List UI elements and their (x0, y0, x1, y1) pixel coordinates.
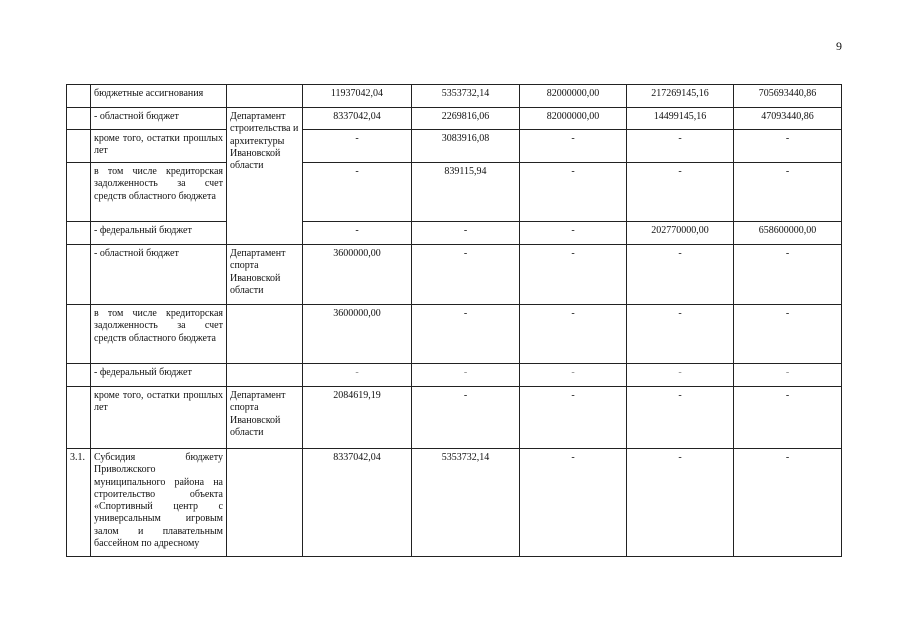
value-cell: 5353732,14 (412, 85, 520, 108)
row-label: - федеральный бюджет (91, 222, 227, 245)
value-cell: 5353732,14 (412, 449, 520, 557)
row-label: - областной бюджет (91, 108, 227, 130)
value-cell: - (734, 387, 842, 449)
value-cell: 82000000,00 (520, 85, 627, 108)
row-label: бюджетные ассигнования (91, 85, 227, 108)
value-cell: - (734, 364, 842, 387)
value-cell: - (734, 449, 842, 557)
value-cell: - (520, 387, 627, 449)
table-row (67, 222, 842, 245)
table-row (67, 364, 842, 387)
value-cell: - (734, 245, 842, 305)
value-cell: 217269145,16 (627, 85, 734, 108)
department-cell (227, 364, 303, 387)
value-cell: 3600000,00 (303, 245, 412, 305)
value-cell: 2269816,06 (412, 108, 520, 130)
value-cell: - (520, 449, 627, 557)
row-index (67, 245, 91, 305)
value-cell: - (520, 245, 627, 305)
table-row (67, 130, 842, 163)
value-cell: - (303, 130, 412, 163)
row-index (67, 222, 91, 245)
value-cell: 839115,94 (412, 163, 520, 222)
value-cell: - (412, 364, 520, 387)
department-cell: Департамент строительства и архитектуры Ивановской области (227, 108, 303, 245)
value-cell: - (412, 222, 520, 245)
value-cell: - (734, 130, 842, 163)
row-index (67, 85, 91, 108)
value-cell: - (627, 130, 734, 163)
value-cell: - (303, 163, 412, 222)
row-index (67, 364, 91, 387)
value-cell: - (627, 449, 734, 557)
value-cell: 705693440,86 (734, 85, 842, 108)
value-cell: 14499145,16 (627, 108, 734, 130)
page-number: 9 (836, 39, 842, 53)
row-index (67, 163, 91, 222)
department-cell (227, 85, 303, 108)
row-label: в том числе кредиторская задолженность за счет средств областного бюджета (91, 163, 227, 222)
value-cell: - (303, 222, 412, 245)
budget-table (66, 84, 842, 557)
value-cell: 11937042,04 (303, 85, 412, 108)
table-row (67, 305, 842, 364)
table-row (67, 85, 842, 108)
row-label: в том числе кредиторская задолженность за счет средств областного бюджета (91, 305, 227, 364)
table-row (67, 108, 842, 130)
value-cell: 8337042,04 (303, 108, 412, 130)
value-cell: 3600000,00 (303, 305, 412, 364)
table-row (67, 163, 842, 222)
row-index: 3.1. (67, 449, 91, 557)
value-cell: - (520, 163, 627, 222)
value-cell: 2084619,19 (303, 387, 412, 449)
value-cell: 8337042,04 (303, 449, 412, 557)
department-cell: Департамент спорта Ивановской области (227, 387, 303, 449)
department-cell: Департамент спорта Ивановской области (227, 245, 303, 305)
row-label: кроме того, остатки прошлых лет (91, 387, 227, 449)
row-label: Субсидия бюджету Приволжского муниципального района на строительство объекта «Спортивный центр с универсальным игровым залом и плавательным бассейном по адресному (91, 449, 227, 557)
value-cell: - (627, 364, 734, 387)
row-index (67, 305, 91, 364)
value-cell: 47093440,86 (734, 108, 842, 130)
department-cell (227, 305, 303, 364)
value-cell: 3083916,08 (412, 130, 520, 163)
row-label: - федеральный бюджет (91, 364, 227, 387)
value-cell: 82000000,00 (520, 108, 627, 130)
value-cell: - (627, 387, 734, 449)
value-cell: - (734, 305, 842, 364)
value-cell: - (520, 130, 627, 163)
value-cell: - (412, 245, 520, 305)
table-row (67, 449, 842, 557)
value-cell: 658600000,00 (734, 222, 842, 245)
value-cell: - (303, 364, 412, 387)
department-cell (227, 449, 303, 557)
row-index (67, 130, 91, 163)
value-cell: - (734, 163, 842, 222)
table-row (67, 245, 842, 305)
table-row (67, 387, 842, 449)
row-index (67, 108, 91, 130)
value-cell: 202770000,00 (627, 222, 734, 245)
value-cell: - (627, 245, 734, 305)
row-label: - областной бюджет (91, 245, 227, 305)
row-label: кроме того, остатки прошлых лет (91, 130, 227, 163)
value-cell: - (627, 305, 734, 364)
value-cell: - (412, 387, 520, 449)
value-cell: - (520, 364, 627, 387)
value-cell: - (412, 305, 520, 364)
row-index (67, 387, 91, 449)
value-cell: - (520, 305, 627, 364)
value-cell: - (627, 163, 734, 222)
value-cell: - (520, 222, 627, 245)
